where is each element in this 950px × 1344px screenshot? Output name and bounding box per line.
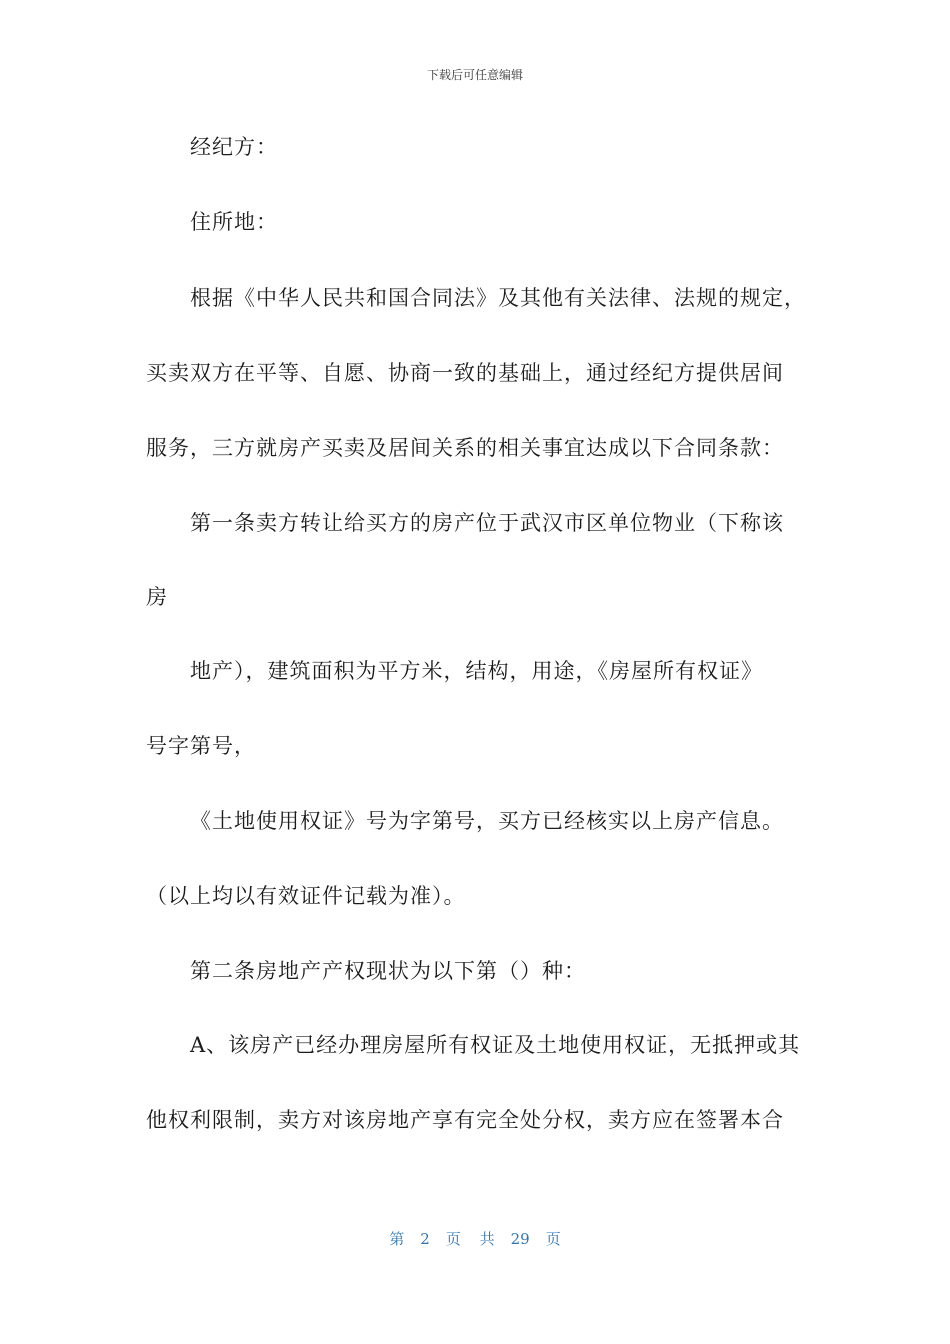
text-line: 根据《中华人民共和国合同法》及其他有关法律、法规的规定， [190,286,806,310]
text-line: 房 [146,585,168,609]
page-prefix: 第 [389,1230,405,1248]
text-line: 经纪方： [190,135,278,159]
page-middle: 页 共 [445,1230,495,1248]
text-line: 第一条卖方转让给买方的房产位于武汉市区单位物业（下称该 [190,511,784,535]
text-line: 住所地： [190,210,278,234]
text-line: 《土地使用权证》号为字第号，买方已经核实以上房产信息。 [190,809,784,833]
text-line: 第二条房地产产权现状为以下第（）种： [190,959,586,983]
text-line: 地产），建筑面积为平方米，结构，用途，《房屋所有权证》 [190,659,763,683]
text-line: 服务，三方就房产买卖及居间关系的相关事宜达成以下合同条款： [146,436,784,460]
text-line: A、该房产已经办理房屋所有权证及土地使用权证，无抵押或其 [190,1033,801,1057]
text-line: 买卖双方在平等、自愿、协商一致的基础上，通过经纪方提供居间 [146,361,784,385]
header-note: 下载后可任意编辑 [426,68,523,82]
text-line: （以上均以有效证件记载为准）。 [146,884,466,908]
page-total: 29 [510,1230,530,1248]
text-line: 他权利限制，卖方对该房地产享有完全处分权，卖方应在签署本合 [146,1108,784,1132]
page-suffix: 页 [545,1230,561,1248]
page-footer [0,1228,950,1249]
text-line: 号字第号， [146,734,256,758]
page-current: 2 [420,1230,430,1248]
